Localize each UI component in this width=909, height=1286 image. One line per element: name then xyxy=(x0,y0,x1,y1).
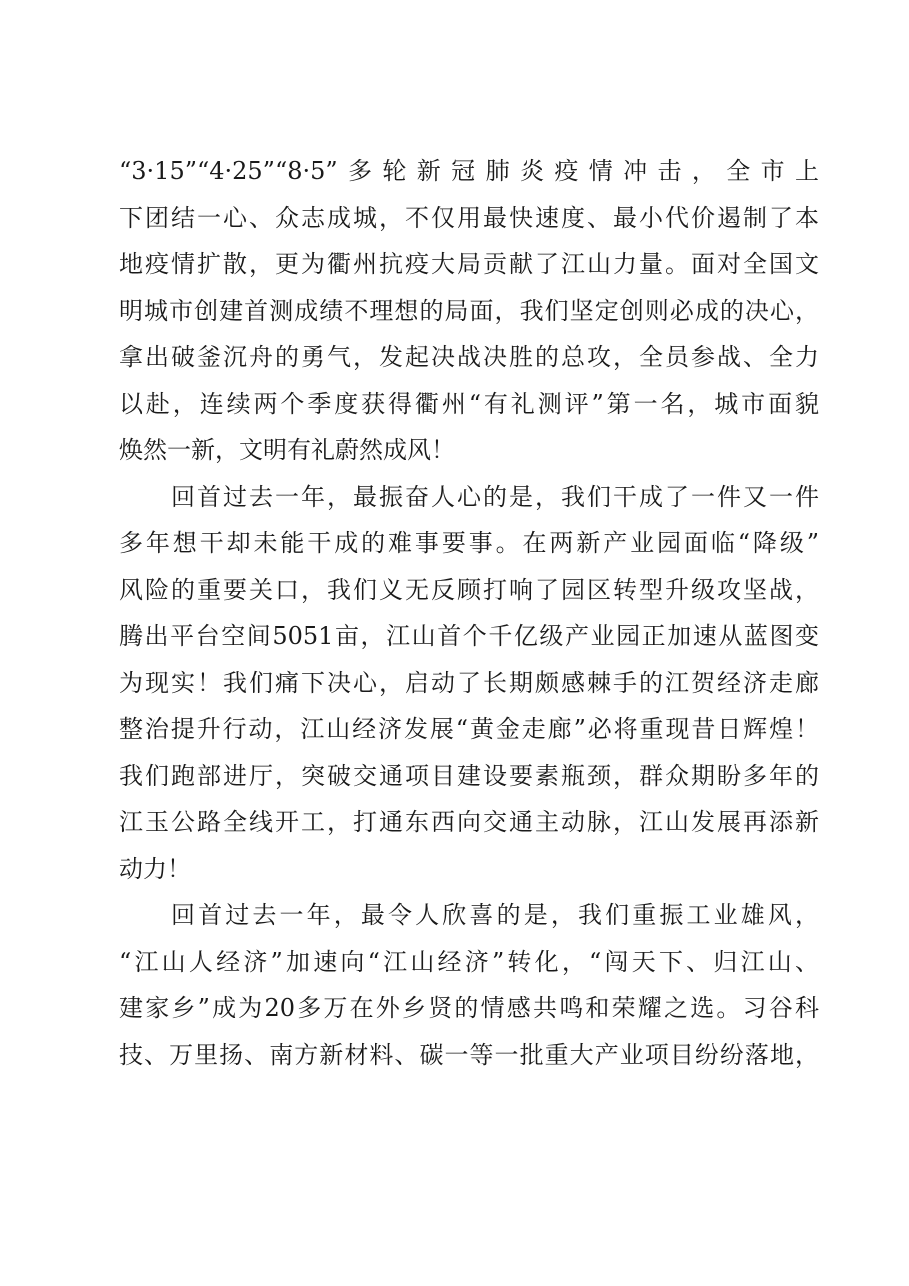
text-line: 以赴，连续两个季度获得衢州“有礼测评”第一名，城市面貌 xyxy=(119,389,819,418)
text-line: 风险的重要关口，我们义无反顾打响了园区转型升级攻坚战， xyxy=(119,575,819,604)
text-line: 江玉公路全线开工，打通东西向交通主动脉，江山发展再添新 xyxy=(119,808,819,836)
text-line: 明城市创建首测成绩不理想的局面，我们坚定创则必成的决心， xyxy=(119,296,819,325)
text-line: “3·15”“4·25”“8·5”多轮新冠肺炎疫情冲击，全市上 xyxy=(119,157,819,185)
text-line: 我们跑部进厅，突破交通项目建设要素瓶颈，群众期盼多年的 xyxy=(119,761,819,790)
text-line: 技、万里扬、南方新材料、碳一等一批重大产业项目纷纷落地， xyxy=(119,1040,819,1069)
paragraph-first-line: 回首过去一年，最振奋人心的是，我们干成了一件又一件 xyxy=(171,482,819,511)
text-line: 地疫情扩散，更为衢州抗疫大局贡献了江山力量。面对全国文 xyxy=(119,250,819,278)
text-line: 为现实！我们痛下决心，启动了长期颇感棘手的江贺经济走廊 xyxy=(119,668,819,697)
text-line: 整治提升行动，江山经济发展“黄金走廊”必将重现昔日辉煌！ xyxy=(119,715,819,743)
paragraph-first-line: 回首过去一年，最令人欣喜的是，我们重振工业雄风， xyxy=(171,901,819,929)
text-line: 建家乡”成为20多万在外乡贤的情感共鸣和荣耀之选。习谷科 xyxy=(119,994,819,1022)
body-text xyxy=(119,148,819,1078)
text-line: 多年想干却未能干成的难事要事。在两新产业园面临“降级” xyxy=(119,529,819,557)
text-line: “江山人经济”加速向“江山经济”转化，“闯天下、归江山、 xyxy=(119,947,819,976)
text-line: 动力！ xyxy=(119,854,191,883)
text-line: 拿出破釜沉舟的勇气，发起决战决胜的总攻，全员参战、全力 xyxy=(119,343,819,371)
text-line: 腾出平台空间5051亩，江山首个千亿级产业园正加速从蓝图变 xyxy=(119,622,819,650)
text-line: 焕然一新，文明有礼蔚然成风！ xyxy=(119,436,455,464)
text-line: 下团结一心、众志成城，不仅用最快速度、最小代价遏制了本 xyxy=(119,203,819,232)
